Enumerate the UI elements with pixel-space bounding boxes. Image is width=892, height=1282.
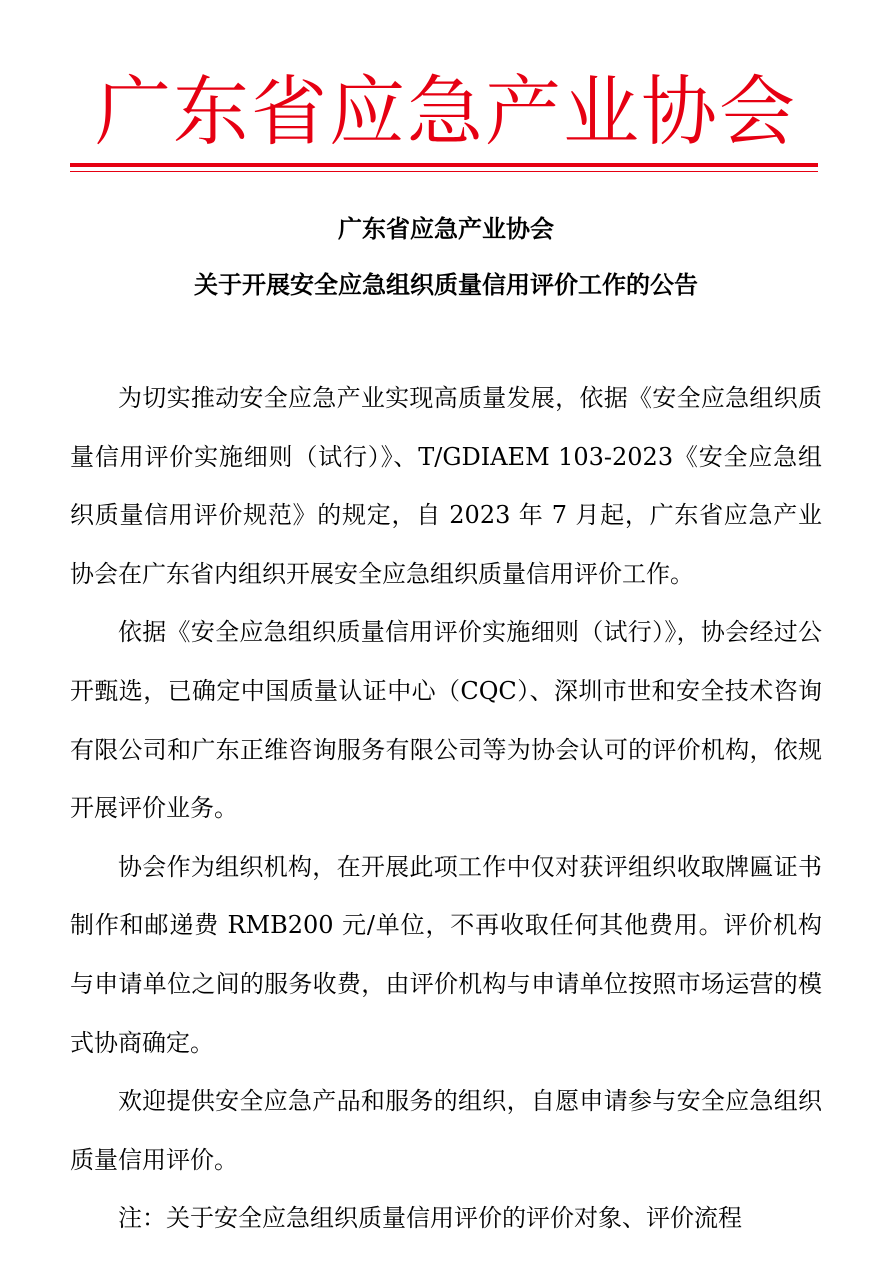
letterhead-org-name: 广东省应急产业协会 — [95, 67, 797, 156]
body-paragraph-4: 欢迎提供安全应急产品和服务的组织，自愿申请参与安全应急组织质量信用评价。 — [70, 1087, 822, 1174]
body-paragraph-1: 为切实推动安全应急产业实现高质量发展，依据《安全应急组织质量信用评价实施细则（试行）》、T/GDIAEM 103-2023《安全应急组织质量信用评价规范》的规定，自 2023 年 7 月起，广东省应急产业协会在广东省内组织开展安全应急组织质量信用评价工作。 — [70, 384, 822, 588]
letterhead-red-rule-thin — [70, 171, 818, 172]
body-paragraph-note: 注：关于安全应急组织质量信用评价的评价对象、评价流程 — [118, 1204, 742, 1233]
body-paragraph-2: 依据《安全应急组织质量信用评价实施细则（试行）》，协会经过公开甄选，已确定中国质量认证中心（CQC）、深圳市世和安全技术咨询有限公司和广东正维咨询服务有限公司等为协会认可的评价机构，依规开展评价业务。 — [70, 618, 822, 823]
notice-title-line-2: 关于开展安全应急组织质量信用评价工作的公告 — [194, 271, 698, 299]
letterhead-red-rule-thick — [70, 163, 818, 167]
body-paragraph-3: 协会作为组织机构，在开展此项工作中仅对获评组织收取牌匾证书制作和邮递费 RMB200 元/单位，不再收取任何其他费用。评价机构与申请单位之间的服务收费，由评价机构与申请单位按照市场运营的模式协商确定。 — [70, 852, 822, 1057]
notice-title-line-1: 广东省应急产业协会 — [338, 215, 554, 243]
notice-body — [70, 369, 822, 1248]
